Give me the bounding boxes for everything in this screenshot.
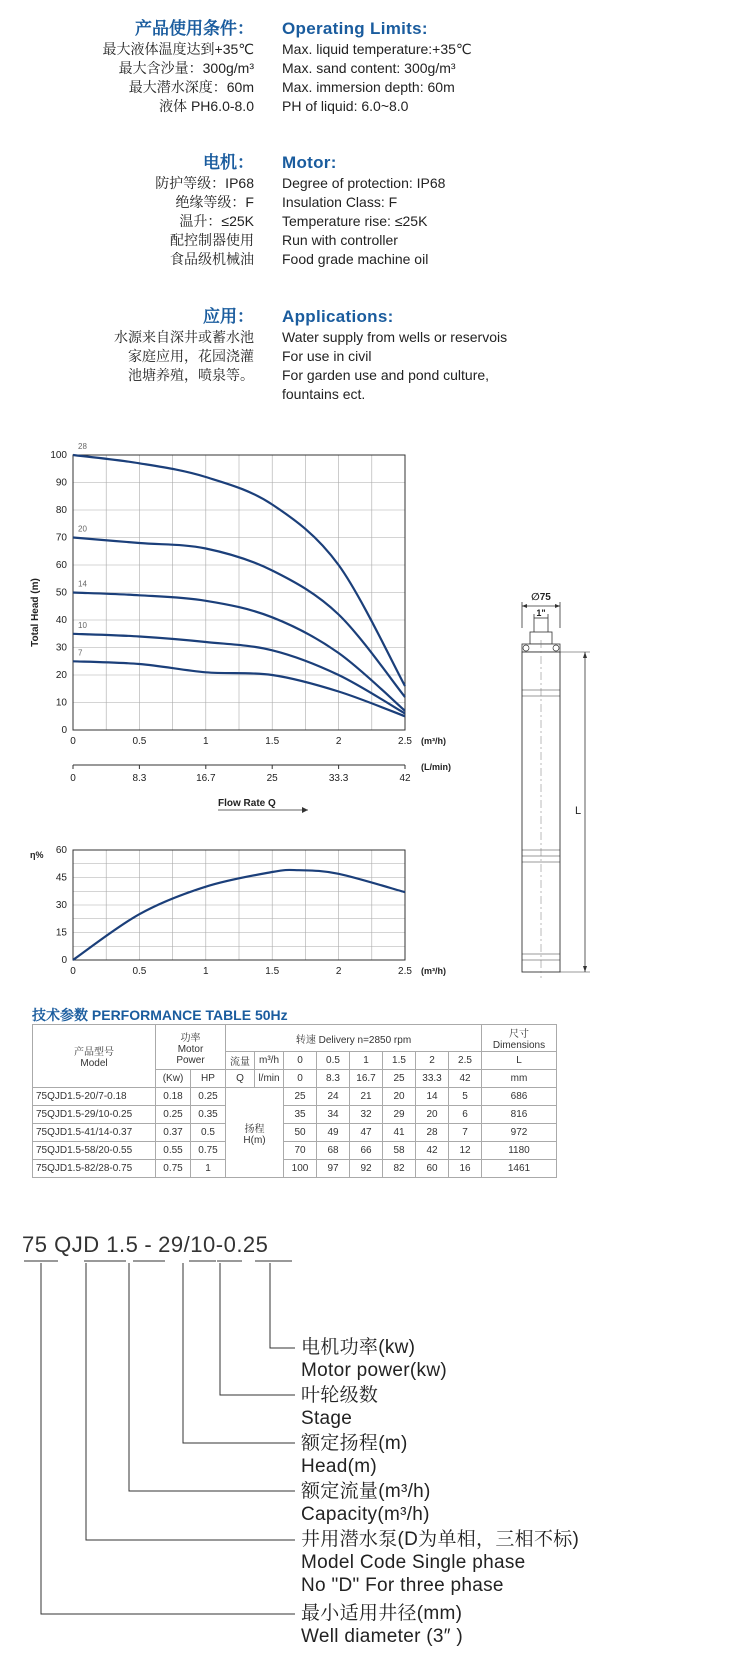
limits-zh-title: 产品使用条件： <box>135 19 254 38</box>
flow-m3h-cell: 1 <box>350 1052 383 1070</box>
kw-value: 0.25 <box>156 1106 191 1124</box>
code-sep: / <box>183 1232 191 1257</box>
x-tick-label: 1.5 <box>265 966 280 977</box>
length-value: 686 <box>482 1088 557 1106</box>
kw-value: 0.55 <box>156 1142 191 1160</box>
head-value: 35 <box>284 1106 317 1124</box>
limits-zh-line: 最大含沙量：300g/m³ <box>118 60 254 76</box>
y-tick-label: 45 <box>55 872 67 884</box>
secondary-x-tick-label: 25 <box>266 773 278 784</box>
y-tick-label: 10 <box>55 697 67 709</box>
motor-zh-line: 绝缘等级：F <box>175 194 254 210</box>
code-label-zh: 额定扬程(m) <box>301 1433 408 1454</box>
limits-en-line: PH of liquid: 6.0~8.0 <box>282 98 409 114</box>
secondary-x-tick-label: 8.3 <box>132 773 147 784</box>
kw-value: 0.37 <box>156 1124 191 1142</box>
l-cell: L <box>482 1052 557 1070</box>
flow-lmin-cell: 0 <box>284 1070 317 1088</box>
code-part-power: 0.25 <box>223 1232 269 1257</box>
y-tick-label: 60 <box>55 845 67 856</box>
table-row <box>33 1106 557 1124</box>
limits-en-line: Max. sand content: 300g/m³ <box>282 60 456 76</box>
motor-zh-line: 食品级机械油 <box>170 251 254 267</box>
table-header-row <box>33 1025 557 1052</box>
head-value: 100 <box>284 1160 317 1178</box>
power-header-en1: Motor <box>177 1043 204 1055</box>
length-value: 1180 <box>482 1142 557 1160</box>
head-value: 28 <box>416 1124 449 1142</box>
code-label-en2: No "D" For three phase <box>301 1575 504 1596</box>
kw-value: 0.75 <box>156 1160 191 1178</box>
head-value: 49 <box>317 1124 350 1142</box>
limits-en-line: Max. liquid temperature:+35℃ <box>282 41 472 57</box>
flow-lmin-cell: 33.3 <box>416 1070 449 1088</box>
performance-table <box>32 1024 557 1178</box>
series-label: 28 <box>78 442 87 451</box>
head-value: 32 <box>350 1106 383 1124</box>
speed-header: 转速 Delivery n=2850 rpm <box>226 1025 482 1052</box>
applications-en-line: fountains ect. <box>282 386 366 402</box>
head-value: 29 <box>383 1106 416 1124</box>
model-header-en: Model <box>80 1058 108 1069</box>
code-part-capacity: 1.5 <box>106 1232 139 1257</box>
x-axis-title: Flow Rate Q <box>218 798 276 809</box>
motor-en-column <box>282 152 445 269</box>
motor-en-line: Degree of protection: IP68 <box>282 175 446 191</box>
code-label-motor-power <box>301 1336 447 1382</box>
outlet-label: 1" <box>536 608 546 618</box>
model-header <box>33 1025 156 1088</box>
flow-m3h-cell: 0.5 <box>317 1052 350 1070</box>
x-tick-label: 0 <box>70 966 76 977</box>
efficiency-chart <box>0 845 480 1005</box>
length-label: L <box>574 805 582 817</box>
head-value: 58 <box>383 1142 416 1160</box>
y-tick-label: 20 <box>55 670 67 681</box>
flow-lmin-cell: 16.7 <box>350 1070 383 1088</box>
diameter-label: ∅75 <box>531 592 551 603</box>
x-tick-label: 2.5 <box>398 736 412 747</box>
head-value: 42 <box>416 1142 449 1160</box>
hp-value: 1 <box>191 1160 226 1178</box>
head-value: 25 <box>284 1088 317 1106</box>
code-label-zh: 最小适用井径(mm) <box>301 1603 463 1624</box>
motor-zh-title: 电机： <box>203 153 254 172</box>
head-value: 14 <box>416 1088 449 1106</box>
code-label-en: Head(m) <box>301 1456 378 1477</box>
y-tick-label: 90 <box>55 477 67 489</box>
applications-zh-title: 应用： <box>203 307 254 326</box>
head-label-en: H(m) <box>243 1134 266 1146</box>
code-label-en: Model Code Single phase <box>301 1552 526 1573</box>
head-value: 24 <box>317 1088 350 1106</box>
code-label-en: Motor power(kw) <box>301 1360 447 1381</box>
kw-cell: (Kw) <box>156 1070 191 1088</box>
model-code-leader-lines <box>0 1255 320 1625</box>
x-tick-label: 2.5 <box>398 966 412 977</box>
series-label: 7 <box>78 648 83 658</box>
y-tick-label: 30 <box>55 900 67 911</box>
applications-en-line: For use in civil <box>282 348 372 364</box>
q-cell: Q <box>226 1070 255 1088</box>
y-tick-label: 15 <box>55 927 67 939</box>
x-tick-label: 0.5 <box>132 966 147 977</box>
code-part-type: QJD <box>54 1232 100 1257</box>
secondary-x-tick-label: 0 <box>70 773 76 784</box>
power-header <box>156 1025 226 1070</box>
head-value: 66 <box>350 1142 383 1160</box>
code-part-diameter: 75 <box>22 1232 48 1257</box>
head-flow-chart <box>0 442 480 830</box>
y-tick-label: 100 <box>50 450 67 461</box>
code-part-stage: 10 <box>190 1232 216 1257</box>
head-value: 7 <box>449 1124 482 1142</box>
dim-header-en: Dimensions <box>492 1040 546 1051</box>
flow-lmin-cell: 25 <box>383 1070 416 1088</box>
limits-en-title: Operating Limits: <box>282 19 428 38</box>
applications-en-column <box>282 306 507 404</box>
y-tick-label: 60 <box>55 560 67 571</box>
x-axis-title-arrowhead <box>302 807 308 813</box>
lmin-cell: l/min <box>255 1070 284 1088</box>
table-row <box>33 1142 557 1160</box>
code-sep: - <box>215 1232 224 1257</box>
y-tick-label: 0 <box>61 725 67 736</box>
model-cell: 75QJD1.5-41/14-0.37 <box>33 1124 156 1142</box>
x-tick-label: 2 <box>335 736 342 747</box>
pump-dimension-drawing <box>505 578 605 978</box>
code-label-head <box>301 1432 408 1478</box>
series-label: 10 <box>78 620 87 630</box>
table-row <box>33 1088 557 1106</box>
power-header-en2: Power <box>176 1054 205 1066</box>
head-value: 20 <box>416 1106 449 1124</box>
model-cell: 75QJD1.5-20/7-0.18 <box>33 1088 156 1106</box>
flow-m3h-cell: 0 <box>284 1052 317 1070</box>
code-label-en: Stage <box>301 1408 353 1429</box>
length-value: 1461 <box>482 1160 557 1178</box>
x-tick-label: 2 <box>335 966 342 977</box>
applications-en-title: Applications: <box>282 307 394 326</box>
flow-m3h-cell: 2 <box>416 1052 449 1070</box>
applications-en-line: Water supply from wells or reservois <box>282 329 508 345</box>
kw-value: 0.18 <box>156 1088 191 1106</box>
hp-value: 0.75 <box>191 1142 226 1160</box>
series-label: 14 <box>78 579 87 589</box>
x-unit-label: (m³/h) <box>421 736 446 746</box>
limits-zh-line: 最大潜水深度：60m <box>128 79 254 95</box>
motor-zh-column <box>155 152 254 269</box>
code-label-model-code <box>301 1528 579 1597</box>
flow-zh-cell: 流量 <box>226 1052 255 1070</box>
applications-zh-line: 家庭应用，花园浇灌 <box>128 348 254 364</box>
model-cell: 75QJD1.5-29/10-0.25 <box>33 1106 156 1124</box>
head-value: 47 <box>350 1124 383 1142</box>
table-row <box>33 1160 557 1178</box>
head-value: 92 <box>350 1160 383 1178</box>
length-value: 816 <box>482 1106 557 1124</box>
flow-m3h-cell: 2.5 <box>449 1052 482 1070</box>
table-row <box>33 1124 557 1142</box>
y-tick-label: 30 <box>55 642 67 654</box>
head-label-zh: 扬程 <box>244 1123 265 1135</box>
hp-value: 0.25 <box>191 1088 226 1106</box>
code-label-en: Well diameter (3″ ) <box>301 1626 464 1647</box>
motor-zh-line: 温升：≤25K <box>179 213 254 229</box>
hp-value: 0.5 <box>191 1124 226 1142</box>
motor-zh-line: 防护等级：IP68 <box>155 175 254 191</box>
y-tick-label: 50 <box>55 587 67 599</box>
secondary-x-tick-label: 33.3 <box>328 773 349 784</box>
y-axis-title: η% <box>30 850 44 860</box>
head-value: 82 <box>383 1160 416 1178</box>
applications-zh-line: 水源来自深井或蓄水池 <box>114 329 254 345</box>
limits-zh-line: 液体 PH6.0-8.0 <box>159 98 254 114</box>
flow-m3h-cell: 1.5 <box>383 1052 416 1070</box>
motor-en-line: Temperature rise: ≤25K <box>282 213 428 229</box>
motor-en-line: Run with controller <box>282 232 398 248</box>
y-axis-title: Total Head (m) <box>30 578 41 647</box>
applications-zh-column <box>114 306 254 385</box>
motor-en-line: Food grade machine oil <box>282 251 429 267</box>
head-value: 70 <box>284 1142 317 1160</box>
head-value: 12 <box>449 1142 482 1160</box>
head-value: 20 <box>383 1088 416 1106</box>
head-value: 41 <box>383 1124 416 1142</box>
code-label-zh: 井用潜水泵(D为单相，三相不标) <box>301 1529 580 1550</box>
code-part-head: 29 <box>158 1232 184 1257</box>
head-value: 68 <box>317 1142 350 1160</box>
limits-zh-line: 最大液体温度达到+35℃ <box>102 41 254 57</box>
model-header-zh: 产品型号 <box>74 1047 114 1058</box>
y-tick-label: 70 <box>55 532 67 544</box>
flow-lmin-cell: 8.3 <box>317 1070 350 1088</box>
code-label-well-diameter <box>301 1602 463 1648</box>
motor-en-line: Insulation Class: F <box>282 194 398 210</box>
head-value: 6 <box>449 1106 482 1124</box>
limits-en-line: Max. immersion depth: 60m <box>282 79 455 95</box>
code-label-en: Capacity(m³/h) <box>301 1504 430 1525</box>
limits-zh-column <box>103 18 254 116</box>
dim-header-zh: 尺寸 <box>509 1029 529 1040</box>
table-title: 技术参数 PERFORMANCE TABLE 50Hz <box>32 1007 288 1023</box>
code-label-capacity <box>301 1480 431 1526</box>
code-label-zh: 电机功率(kw) <box>301 1337 416 1358</box>
x-unit-label: (m³/h) <box>421 966 446 976</box>
hp-cell: HP <box>191 1070 226 1088</box>
y-tick-label: 40 <box>55 615 67 626</box>
head-value: 16 <box>449 1160 482 1178</box>
code-label-zh: 额定流量(m³/h) <box>301 1481 431 1502</box>
series-label: 20 <box>78 524 87 534</box>
head-value: 34 <box>317 1106 350 1124</box>
head-value: 60 <box>416 1160 449 1178</box>
length-value: 972 <box>482 1124 557 1142</box>
mm-cell: mm <box>482 1070 557 1088</box>
x-tick-label: 0 <box>70 736 76 747</box>
code-sep: - <box>144 1232 153 1257</box>
dim-header <box>482 1025 557 1052</box>
motor-zh-line: 配控制器使用 <box>170 232 254 248</box>
m3h-cell: m³/h <box>255 1052 284 1070</box>
code-label-stage <box>301 1384 378 1430</box>
x-tick-label: 1 <box>203 966 209 977</box>
y-tick-label: 0 <box>61 955 67 966</box>
y-tick-label: 80 <box>55 505 67 516</box>
hp-value: 0.35 <box>191 1106 226 1124</box>
secondary-x-tick-label: 16.7 <box>196 773 216 784</box>
model-cell: 75QJD1.5-58/20-0.55 <box>33 1142 156 1160</box>
limits-en-column <box>282 18 472 116</box>
x-tick-label: 1 <box>203 736 209 747</box>
head-value: 50 <box>284 1124 317 1142</box>
x-tick-label: 1.5 <box>265 736 280 747</box>
flow-lmin-cell: 42 <box>449 1070 482 1088</box>
secondary-x-tick-label: 42 <box>399 773 411 784</box>
head-value: 5 <box>449 1088 482 1106</box>
model-cell: 75QJD1.5-82/28-0.75 <box>33 1160 156 1178</box>
motor-en-title: Motor: <box>282 153 337 172</box>
applications-en-line: For garden use and pond culture, <box>282 367 490 383</box>
head-value: 97 <box>317 1160 350 1178</box>
head-value: 21 <box>350 1088 383 1106</box>
applications-zh-line: 池塘养殖，喷泉等。 <box>128 367 254 383</box>
code-label-zh: 叶轮级数 <box>301 1385 379 1406</box>
secondary-x-unit-label: (L/min) <box>421 762 451 772</box>
x-tick-label: 0.5 <box>132 736 147 747</box>
power-header-zh: 功率 <box>180 1032 201 1044</box>
head-label-cell <box>226 1088 284 1178</box>
